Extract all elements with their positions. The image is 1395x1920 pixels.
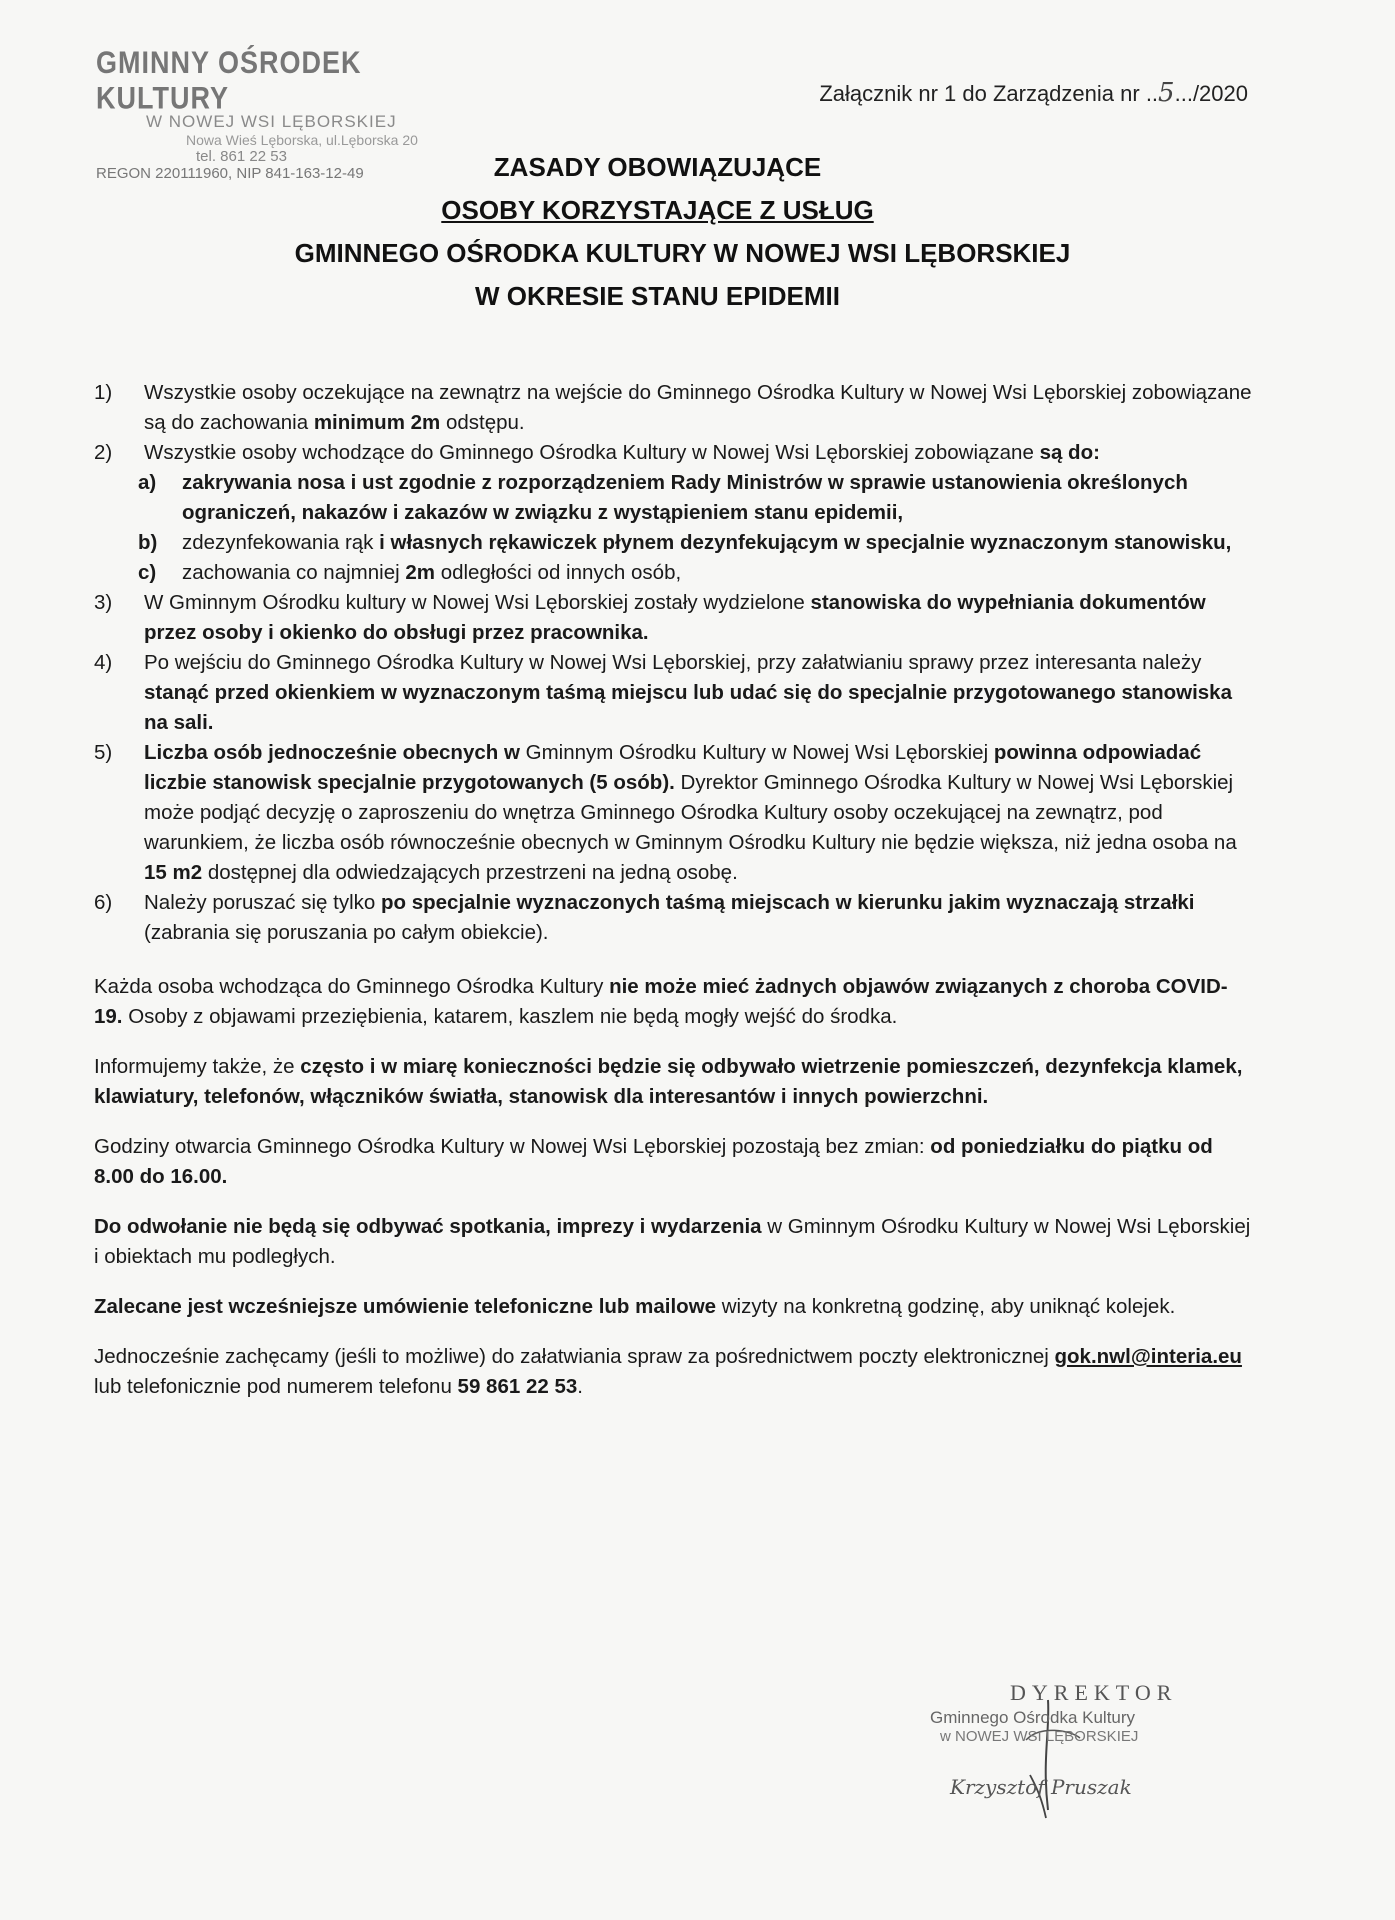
attachment-dots: .. bbox=[1145, 81, 1159, 106]
sub-item-letter: c) bbox=[138, 561, 157, 584]
signature-org: w NOWEJ WSI LĘBORSKIEJ bbox=[940, 1728, 1139, 1745]
email-link[interactable]: gok.nwl@interia.eu bbox=[1054, 1345, 1242, 1368]
rule-item bbox=[94, 588, 1254, 648]
bold-text: stanąć przed okienkiem w wyznaczonym taśmą miejscu lub udać się do specjalnie przygotowanego stanowiska na sali. bbox=[144, 681, 1232, 734]
paragraph bbox=[94, 1212, 1254, 1272]
stamp-line: REGON 220111960, NIP 841-163-12-49 bbox=[96, 165, 364, 182]
paragraph bbox=[94, 1132, 1254, 1192]
sub-item-text bbox=[182, 528, 1254, 558]
bold-text: Do odwołanie nie będą się odbywać spotkania, imprezy i wydarzenia bbox=[94, 1215, 762, 1238]
text: odległości od innych osób, bbox=[435, 561, 682, 584]
bold-text: po specjalnie wyznaczonych taśmą miejscach w kierunku jakim wyznaczają strzałki bbox=[380, 891, 1195, 914]
bold-text: powinna odpowiadać liczbie stanowisk specjalnie przygotowanych (5 osób). bbox=[144, 741, 1202, 794]
attachment-number: 5 bbox=[1158, 78, 1175, 108]
attachment-reference bbox=[819, 78, 1248, 108]
sub-item bbox=[138, 468, 1254, 528]
text: W Gminnym Ośrodku kultury w Nowej Wsi Lęborskiej zostały wydzielone bbox=[144, 591, 811, 614]
text: zdezynfekowania rąk bbox=[182, 531, 380, 554]
stamp-line: tel. 861 22 53 bbox=[196, 148, 287, 165]
phone-number: 59 861 22 53 bbox=[457, 1375, 578, 1398]
text: Wszystkie osoby oczekujące na zewnątrz na wejście do Gminnego Ośrodka Kultury w Nowej Wsi Lęborskiej zobowiązane są do zachowania bbox=[144, 381, 1252, 434]
rule-text bbox=[144, 648, 1254, 738]
director-signature-stamp bbox=[930, 1680, 1190, 1820]
bold-text: 2m bbox=[405, 561, 435, 584]
text: Po wejściu do Gminnego Ośrodka Kultury w Nowej Wsi Lęborskiej, przy załatwianiu sprawy przez interesanta należy bbox=[144, 651, 1202, 674]
rule-text bbox=[144, 378, 1254, 438]
rule-text bbox=[144, 438, 1254, 468]
bold-text: i własnych rękawiczek płynem dezynfekującym w specjalnie wyznaczonym stanowisku, bbox=[379, 531, 1232, 554]
bold-text: stanowiska do wypełniania dokumentów przez osoby i okienko do obsługi przez pracownika. bbox=[144, 591, 1206, 644]
sub-item-text: zakrywania nosa i ust zgodnie z rozporządzeniem Rady Ministrów w sprawie ustanowienia określonych ograniczeń, nakazów i zakazów w związku z wystąpieniem stanu epidemii, bbox=[182, 471, 1188, 524]
text: dostępnej dla odwiedzających przestrzeni na jedną osobę. bbox=[202, 861, 738, 884]
text: (zabrania się poruszania po całym obiekcie). bbox=[144, 921, 549, 944]
text: Jednocześnie zachęcamy (jeśli to możliwe) do załatwiania spraw za pośrednictwem poczty elektronicznej bbox=[94, 1345, 1055, 1368]
rule-number: 1) bbox=[94, 381, 113, 404]
rule-item bbox=[94, 438, 1254, 468]
text: Każda osoba wchodząca do Gminnego Ośrodka Kultury bbox=[94, 975, 610, 998]
text: Wszystkie osoby wchodzące do Gminnego Ośrodka Kultury w Nowej Wsi Lęborskiej zobowiązane bbox=[144, 441, 1040, 464]
title-line: ZASADY OBOWIĄZUJĄCE bbox=[493, 152, 822, 182]
title-line: OSOBY KORZYSTAJĄCE Z USŁUG bbox=[441, 195, 874, 225]
sub-item-letter: b) bbox=[138, 531, 158, 554]
text: Dyrektor Gminnego Ośrodka Kultury w Nowej Wsi Lęborskiej może podjąć decyzję o zaproszeniu do wnętrza Gminnego Ośrodka Kultury osoby oczekującej na zewnątrz, pod warunkiem, że liczba osób równocześnie obecnych w Gminnym Ośrodku Kultury nie będzie większa, niż jedna osoba na bbox=[144, 771, 1237, 854]
attachment-dots: ... bbox=[1174, 81, 1193, 106]
sub-item-text bbox=[182, 558, 1254, 588]
rule-item bbox=[94, 888, 1254, 948]
document-title bbox=[0, 146, 1395, 318]
rule-item bbox=[94, 738, 1254, 888]
bold-text: nie może mieć żadnych objawów związanych z choroba COVID-19. bbox=[94, 975, 1228, 1028]
text: Osoby z objawami przeziębienia, katarem, kaszlem nie będą mogły wejść do środka. bbox=[122, 1005, 898, 1028]
paragraph bbox=[94, 1052, 1254, 1112]
document-body bbox=[94, 378, 1254, 1402]
text: wizyty na konkretną godzinę, aby uniknąć kolejek. bbox=[716, 1295, 1176, 1318]
title-line: GMINNEGO OŚRODKA KULTURY W NOWEJ WSI LĘBORSKIEJ bbox=[294, 238, 1071, 268]
rule-number: 5) bbox=[94, 741, 113, 764]
rule-number: 2) bbox=[94, 441, 113, 464]
rule-text bbox=[144, 738, 1254, 888]
bold-text: minimum 2m bbox=[313, 411, 441, 434]
rule-number: 6) bbox=[94, 891, 113, 914]
title-line: W OKRESIE STANU EPIDEMII bbox=[475, 281, 840, 311]
paragraph bbox=[94, 972, 1254, 1032]
stamp-line: W NOWEJ WSI LĘBORSKIEJ bbox=[146, 112, 397, 131]
text: lub telefonicznie pod numerem telefonu bbox=[94, 1375, 458, 1398]
signature-org: Gminnego Ośrodka Kultury bbox=[930, 1708, 1136, 1727]
text: Należy poruszać się tylko bbox=[144, 891, 381, 914]
attachment-year: /2020 bbox=[1192, 81, 1248, 106]
text: odstępu. bbox=[440, 411, 525, 434]
sub-item bbox=[138, 528, 1254, 558]
bold-text: 15 m2 bbox=[144, 861, 203, 884]
bold-text: Zalecane jest wcześniejsze umówienie telefoniczne lub mailowe bbox=[94, 1295, 717, 1318]
bold-text: są do: bbox=[1039, 441, 1100, 464]
rule-number: 3) bbox=[94, 591, 113, 614]
stamp-line: GMINNY OŚRODEK KULTURY bbox=[96, 45, 362, 116]
sub-item bbox=[138, 558, 1254, 588]
text: Gminnym Ośrodku Kultury w Nowej Wsi Lęborskiej bbox=[519, 741, 994, 764]
signature-name: Krzysztof Pruszak bbox=[950, 1775, 1132, 1799]
rule-number: 4) bbox=[94, 651, 113, 674]
text: Informujemy także, że bbox=[94, 1055, 301, 1078]
rule-item bbox=[94, 378, 1254, 438]
rule-item bbox=[94, 648, 1254, 738]
paragraph bbox=[94, 1292, 1254, 1322]
attachment-prefix: Załącznik nr 1 do Zarządzenia nr bbox=[819, 81, 1146, 106]
bold-text: Liczba osób jednocześnie obecnych w bbox=[144, 741, 520, 764]
paragraph bbox=[94, 1342, 1254, 1402]
rule-text bbox=[144, 588, 1254, 648]
signature-title: DYREKTOR bbox=[1010, 1680, 1178, 1705]
bold-text: od poniedziałku do piątku od 8.00 do 16.00. bbox=[94, 1135, 1213, 1188]
text: zachowania co najmniej bbox=[182, 561, 406, 584]
text: . bbox=[577, 1375, 583, 1398]
bold-text: często i w miarę konieczności będzie się odbywało wietrzenie pomieszczeń, dezynfekcja klamek, klawiatury, telefonów, włączników światła, stanowisk dla interesantów i innych powierzchni. bbox=[94, 1055, 1243, 1108]
rule-text bbox=[144, 888, 1254, 948]
text: w Gminnym Ośrodku Kultury w Nowej Wsi Lęborskiej i obiektach mu podległych. bbox=[94, 1215, 1251, 1268]
text: Godziny otwarcia Gminnego Ośrodka Kultury w Nowej Wsi Lęborskiej pozostają bez zmian: bbox=[94, 1135, 931, 1158]
stamp-line: Nowa Wieś Lęborska, ul.Lęborska 20 bbox=[186, 132, 418, 148]
sub-item-letter: a) bbox=[138, 471, 157, 494]
